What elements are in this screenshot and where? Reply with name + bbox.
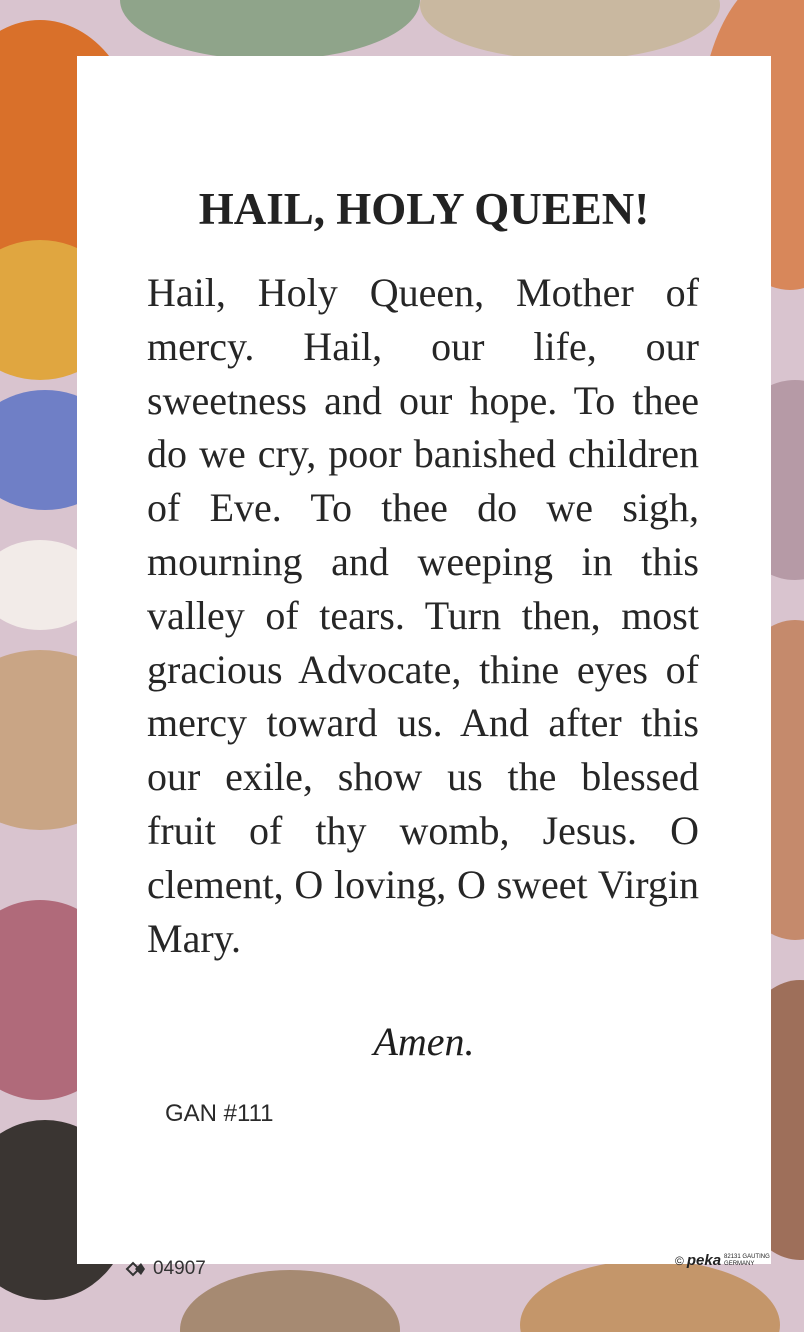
collage-image [120, 0, 420, 60]
collage-image [420, 0, 720, 60]
card-code: GAN #111 [165, 1100, 274, 1127]
copyright-mark: © [675, 1253, 684, 1268]
prayer-title: HAIL, HOLY QUEEN! [198, 184, 650, 234]
item-number [125, 1258, 206, 1280]
recycle-icon [125, 1261, 147, 1277]
collage-image [180, 1270, 400, 1332]
amen-text: Amen. [373, 1019, 475, 1064]
prayer-card [77, 56, 771, 1279]
publisher-brand: peka [686, 1252, 722, 1269]
publisher-mark [675, 1252, 790, 1269]
madonna-image [520, 1260, 780, 1332]
prayer-text: Hail, Holy Queen, Mother of mercy. Hail, our life, our sweetness and our hope. To thee do we cry, poor banished children of Eve. To thee do we sigh, mourning and weeping in this valley of tears. Turn then, most gracious Advocate, thine eyes of mercy toward us. And after this our exile, show us the blessed fruit of thy womb, Jesus. O clement, O loving, O sweet Virgin Mary. [147, 270, 699, 961]
item-number-label: 04907 [153, 1258, 206, 1279]
publisher-address: 82131 GAUTING GERMANY [724, 1253, 770, 1267]
